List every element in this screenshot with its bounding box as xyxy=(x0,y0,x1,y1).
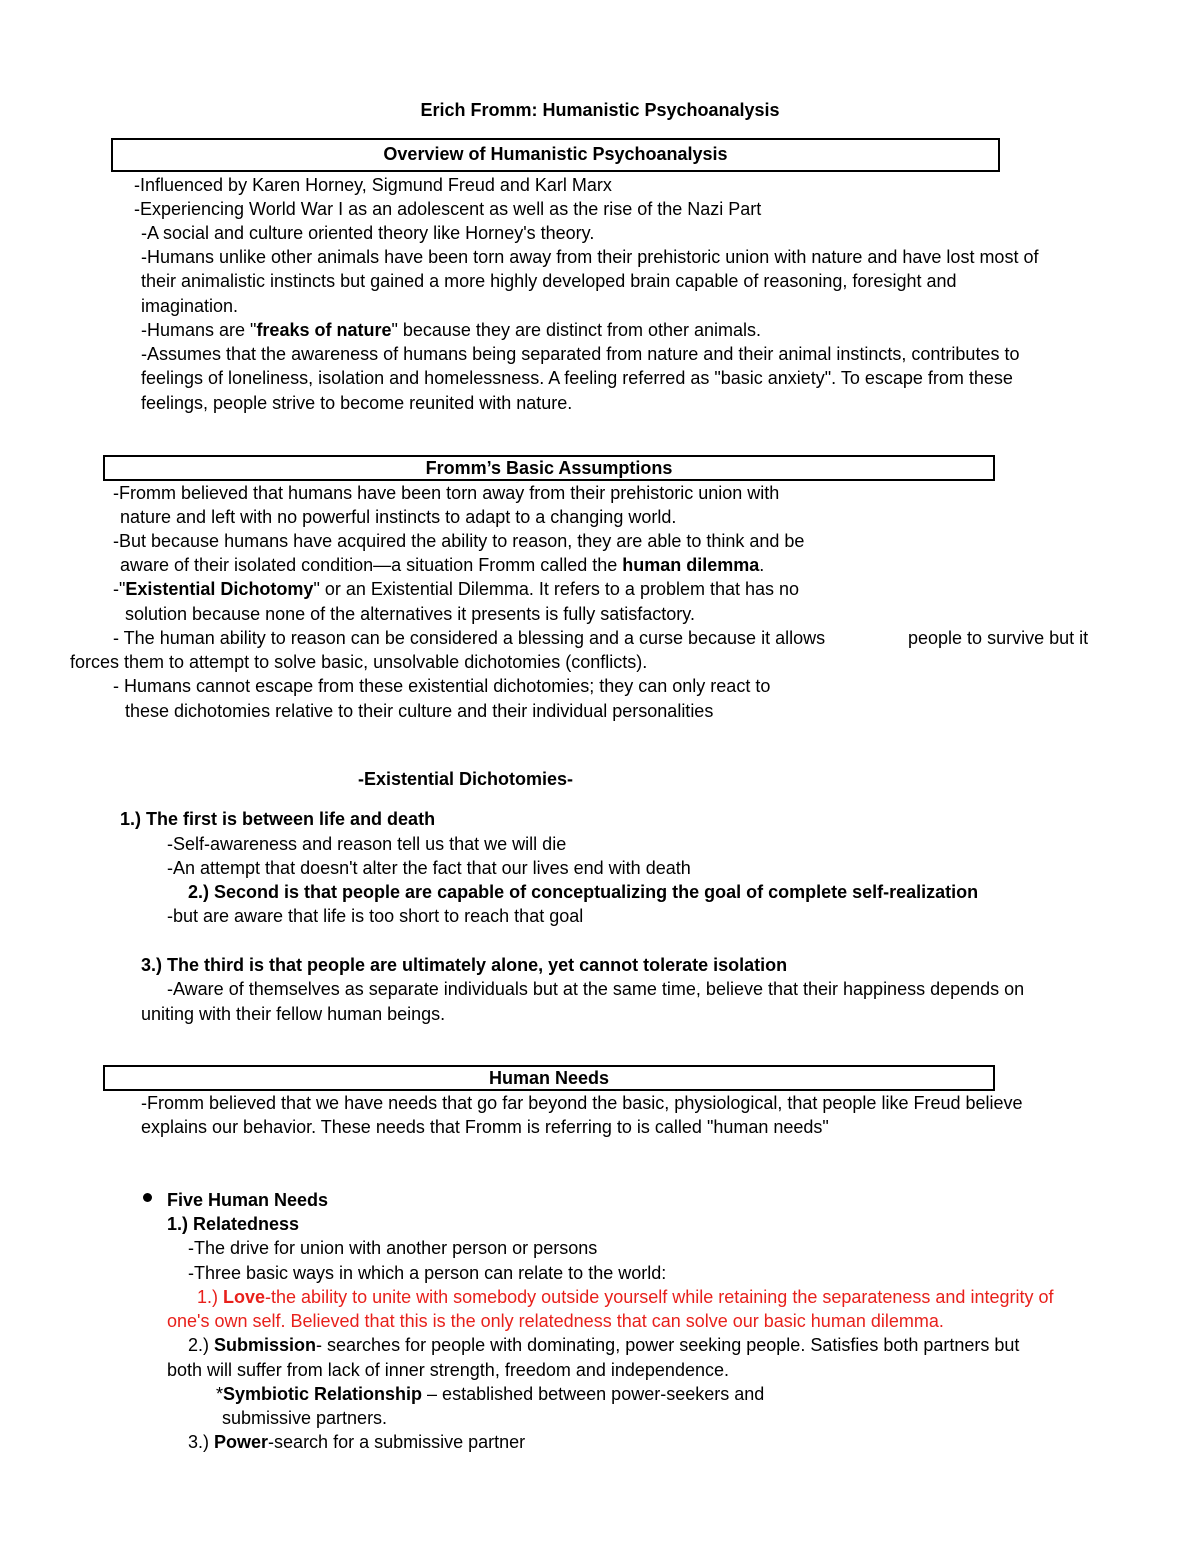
text-line: feelings of loneliness, isolation and homelessness. A feeling referred as "basic anxiety". To escape from these xyxy=(141,368,1013,388)
text-line xyxy=(188,1431,525,1453)
emphasis-text: Love xyxy=(223,1287,266,1307)
section-heading-text: Human Needs xyxy=(488,1068,610,1088)
text-run: . xyxy=(759,555,765,575)
section-heading-human-needs xyxy=(103,1065,995,1091)
page-title: Erich Fromm: Humanistic Psychoanalysis xyxy=(420,100,780,120)
dichotomy-heading: 2.) Second is that people are capable of conceptualizing the goal of complete self-realization xyxy=(188,882,979,902)
text-line xyxy=(216,1383,764,1405)
text-line: -But because humans have acquired the ability to reason, they are able to think and be xyxy=(113,531,805,551)
text-run: 2.) xyxy=(188,1335,215,1355)
text-run: 1.) xyxy=(197,1287,224,1307)
text-run: aware of their isolated condition—a situation Fromm called the xyxy=(120,555,623,575)
text-line: -Assumes that the awareness of humans being separated from nature and their animal instincts, contributes to xyxy=(141,344,1020,364)
dichotomy-heading: 1.) The first is between life and death xyxy=(120,809,436,829)
section-heading-assumptions xyxy=(103,455,995,481)
section-heading-overview xyxy=(111,138,1000,172)
text-line: -The drive for union with another person or persons xyxy=(188,1238,598,1258)
text-line: imagination. xyxy=(141,296,239,316)
emphasis-text: Power xyxy=(214,1432,269,1452)
emphasis-text: Symbiotic Relationship xyxy=(223,1384,423,1404)
subheading-existential-dichotomies: -Existential Dichotomies- xyxy=(358,769,574,789)
text-line: - The human ability to reason can be considered a blessing and a curse because it allows xyxy=(113,628,826,648)
text-run: * xyxy=(216,1384,224,1404)
text-line: submissive partners. xyxy=(222,1408,388,1428)
bullet-icon xyxy=(143,1193,152,1202)
emphasis-text: human dilemma xyxy=(622,555,760,575)
text-line: -but are aware that life is too short to reach that goal xyxy=(167,906,584,926)
text-run: 3.) xyxy=(188,1432,215,1452)
text-line xyxy=(120,554,764,576)
text-line: these dichotomies relative to their culture and their individual personalities xyxy=(125,701,714,721)
highlighted-text-line: one's own self. Believed that this is the only relatedness that can solve our basic human dilemma. xyxy=(167,1311,944,1331)
text-line: -An attempt that doesn't alter the fact that our lives end with death xyxy=(167,858,691,878)
text-line: -Fromm believed that we have needs that go far beyond the basic, physiological, that people like Freud believe xyxy=(141,1093,1023,1113)
section-heading-text: Fromm’s Basic Assumptions xyxy=(425,458,673,478)
text-line: people to survive but it xyxy=(908,628,1089,648)
text-line xyxy=(188,1334,1019,1356)
text-line xyxy=(113,578,799,600)
text-run: -search for a submissive partner xyxy=(268,1432,526,1452)
text-line: both will suffer from lack of inner strength, freedom and independence. xyxy=(167,1360,729,1380)
text-run: - searches for people with dominating, power seeking people. Satisfies both partners but xyxy=(316,1335,1020,1355)
text-run: – established between power-seekers and xyxy=(422,1384,765,1404)
text-line: feelings, people strive to become reunited with nature. xyxy=(141,393,573,413)
text-line: -A social and culture oriented theory like Horney's theory. xyxy=(141,223,595,243)
text-line: their animalistic instincts but gained a more highly developed brain capable of reasoning, foresight and xyxy=(141,271,957,291)
emphasis-text: Submission xyxy=(214,1335,317,1355)
text-run: -" xyxy=(113,579,126,599)
text-run: -the ability to unite with somebody outside yourself while retaining the separateness and integrity of xyxy=(265,1287,1054,1307)
text-line: solution because none of the alternatives it presents is fully satisfactory. xyxy=(125,604,695,624)
emphasis-text: Existential Dichotomy xyxy=(125,579,314,599)
list-subheading: 1.) Relatedness xyxy=(167,1214,300,1234)
text-line: -Humans unlike other animals have been torn away from their prehistoric union with nature and have lost most of xyxy=(141,247,1039,267)
text-run: " or an Existential Dilemma. It refers to a problem that has no xyxy=(313,579,800,599)
text-line: -Aware of themselves as separate individuals but at the same time, believe that their happiness depends on xyxy=(167,979,1025,999)
text-line: uniting with their fellow human beings. xyxy=(141,1004,446,1024)
dichotomy-heading: 3.) The third is that people are ultimately alone, yet cannot tolerate isolation xyxy=(141,955,788,975)
text-line: nature and left with no powerful instincts to adapt to a changing world. xyxy=(120,507,677,527)
text-line xyxy=(141,319,761,341)
list-heading: Five Human Needs xyxy=(167,1190,329,1210)
text-line: -Influenced by Karen Horney, Sigmund Freud and Karl Marx xyxy=(134,175,612,195)
text-line: forces them to attempt to solve basic, unsolvable dichotomies (conflicts). xyxy=(70,652,648,672)
text-line: explains our behavior. These needs that Fromm is referring to is called "human needs" xyxy=(141,1117,829,1137)
emphasis-text: freaks of nature xyxy=(256,320,392,340)
text-line: -Experiencing World War I as an adolescent as well as the rise of the Nazi Part xyxy=(134,199,762,219)
text-line: - Humans cannot escape from these existential dichotomies; they can only react to xyxy=(113,676,771,696)
section-heading-text: Overview of Humanistic Psychoanalysis xyxy=(383,144,728,164)
text-line: -Self-awareness and reason tell us that we will die xyxy=(167,834,567,854)
text-run: " because they are distinct from other animals. xyxy=(391,320,762,340)
text-line: -Three basic ways in which a person can relate to the world: xyxy=(188,1263,667,1283)
text-run: -Humans are " xyxy=(141,320,257,340)
text-line: -Fromm believed that humans have been torn away from their prehistoric union with xyxy=(113,483,780,503)
highlighted-text-line xyxy=(197,1286,1053,1308)
